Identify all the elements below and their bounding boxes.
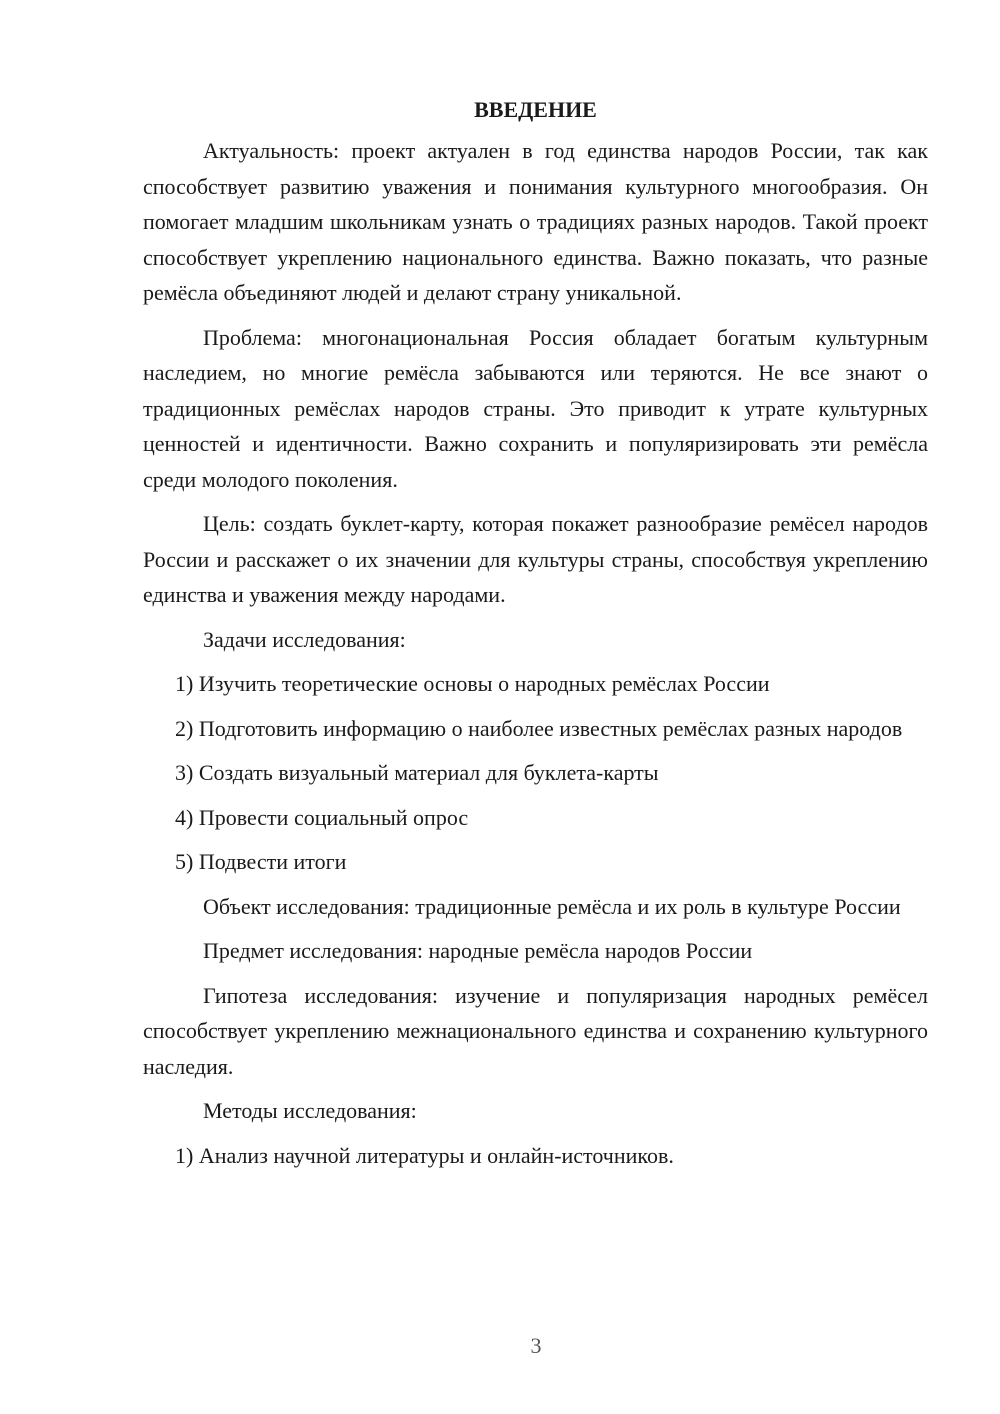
task-item-1: 1) Изучить теоретические основы о народных ремёслах России <box>175 671 770 696</box>
tasks-heading: Задачи исследования: <box>203 626 406 652</box>
paragraph-goal: Цель: создать буклет-карту, которая покажет разнообразие ремёсел народов России и расскажет о их значении для культуры страны, способствуя укреплению единства и уважения между народами. <box>143 511 928 607</box>
paragraph-problem: Проблема: многонациональная Россия обладает богатым культурным наследием, но многие ремёсла забываются или теряются. Не все знают о традиционных ремёслах народов страны. Это приводит к утрате культурных ценностей и идентичности. Важно сохранить и популяризировать эти ремёсла среди молодого поколения. <box>143 324 928 492</box>
document-page <box>143 92 928 1182</box>
task-item-2: 2) Подготовить информацию о наиболее известных ремёслах разных народов <box>175 715 903 741</box>
task-item-3: 3) Создать визуальный материал для буклета-карты <box>175 760 659 785</box>
paragraph-hypothesis: Гипотеза исследования: изучение и популяризация народных ремёсел способствует укреплению межнационального единства и сохранению культурного наследия. <box>143 982 928 1079</box>
paragraph-object: Объект исследования: традиционные ремёсла и их роль в культуре России <box>203 893 901 919</box>
paragraph-relevance: Актуальность: проект актуален в год единства народов России, так как способствует развитию уважения и понимания культурного многообразия. Он помогает младшим школьникам узнать о традициях разных народов. Такой проект способствует укреплению национального единства. Важно показать, что разные ремёсла объединяют людей и делают страну уникальной. <box>143 138 928 305</box>
paragraph-subject: Предмет исследования: народные ремёсла народов России <box>203 938 753 963</box>
section-title: ВВЕДЕНИЕ <box>474 97 597 122</box>
method-item-1: 1) Анализ научной литературы и онлайн-источников. <box>175 1142 674 1168</box>
task-item-5: 5) Подвести итоги <box>175 849 347 874</box>
task-item-4: 4) Провести социальный опрос <box>175 804 469 830</box>
page-number: 3 <box>530 1333 542 1358</box>
methods-heading: Методы исследования: <box>203 1098 417 1123</box>
